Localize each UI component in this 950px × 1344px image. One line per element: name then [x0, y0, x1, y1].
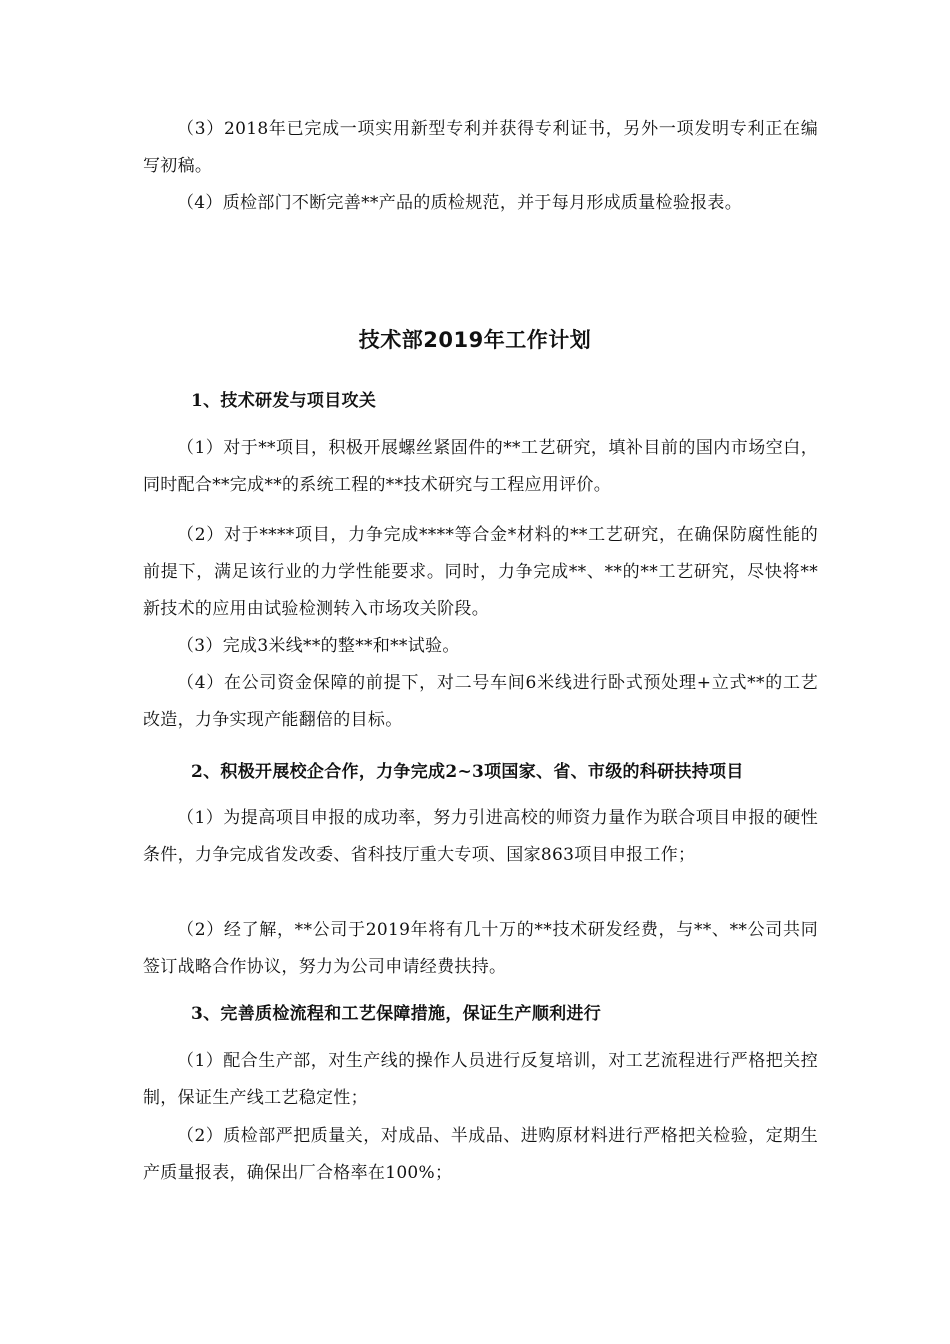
section3-item-1: （1）配合生产部，对生产线的操作人员进行反复培训，对工艺流程进行严格把关控制，保证生产线工艺稳定性； [143, 1051, 818, 1108]
section1-item-1: （1）对于**项目，积极开展螺丝紧固件的**工艺研究，填补目前的国内市场空白，同时配合**完成**的系统工程的**技术研究与工程应用评价。 [143, 438, 818, 495]
page-title: 技术部2019年工作计划 [358, 328, 592, 352]
section2-item-1: （1）为提高项目申报的成功率，努力引进高校的师资力量作为联合项目申报的硬性条件，力争完成省发改委、省科技厅重大专项、国家863项目申报工作； [143, 808, 818, 865]
section2-item-2: （2）经了解，**公司于2019年将有几十万的**技术研发经费，与**、**公司共同签订战略合作协议，努力为公司申请经费扶持。 [143, 920, 818, 977]
section-heading-quality: 3、完善质检流程和工艺保障措施，保证生产顺利进行 [191, 1004, 602, 1024]
section-heading-rd: 1、技术研发与项目攻关 [191, 391, 377, 411]
section-heading-cooperation: 2、积极开展校企合作，力争完成2~3项国家、省、市级的科研扶持项目 [191, 762, 744, 782]
paragraph-quality-inspection: （4）质检部门不断完善**产品的质检规范，并于每月形成质量检验报表。 [177, 193, 743, 213]
section1-item-3: （3）完成3米线**的整**和**试验。 [177, 636, 460, 656]
section1-item-4: （4）在公司资金保障的前提下，对二号车间6米线进行卧式预处理+立式**的工艺改造，力争实现产能翻倍的目标。 [143, 673, 818, 730]
paragraph-patent-status: （3）2018年已完成一项实用新型专利并获得专利证书，另外一项发明专利正在编写初稿。 [143, 119, 818, 176]
section1-item-2: （2）对于****项目，力争完成****等合金*材料的**工艺研究，在确保防腐性能的前提下，满足该行业的力学性能要求。同时，力争完成**、**的**工艺研究，尽快将**新技术的应用由试验检测转入市场攻关阶段。 [143, 525, 818, 619]
section3-item-2: （2）质检部严把质量关，对成品、半成品、进购原材料进行严格把关检验，定期生产质量报表，确保出厂合格率在100%； [143, 1126, 818, 1183]
